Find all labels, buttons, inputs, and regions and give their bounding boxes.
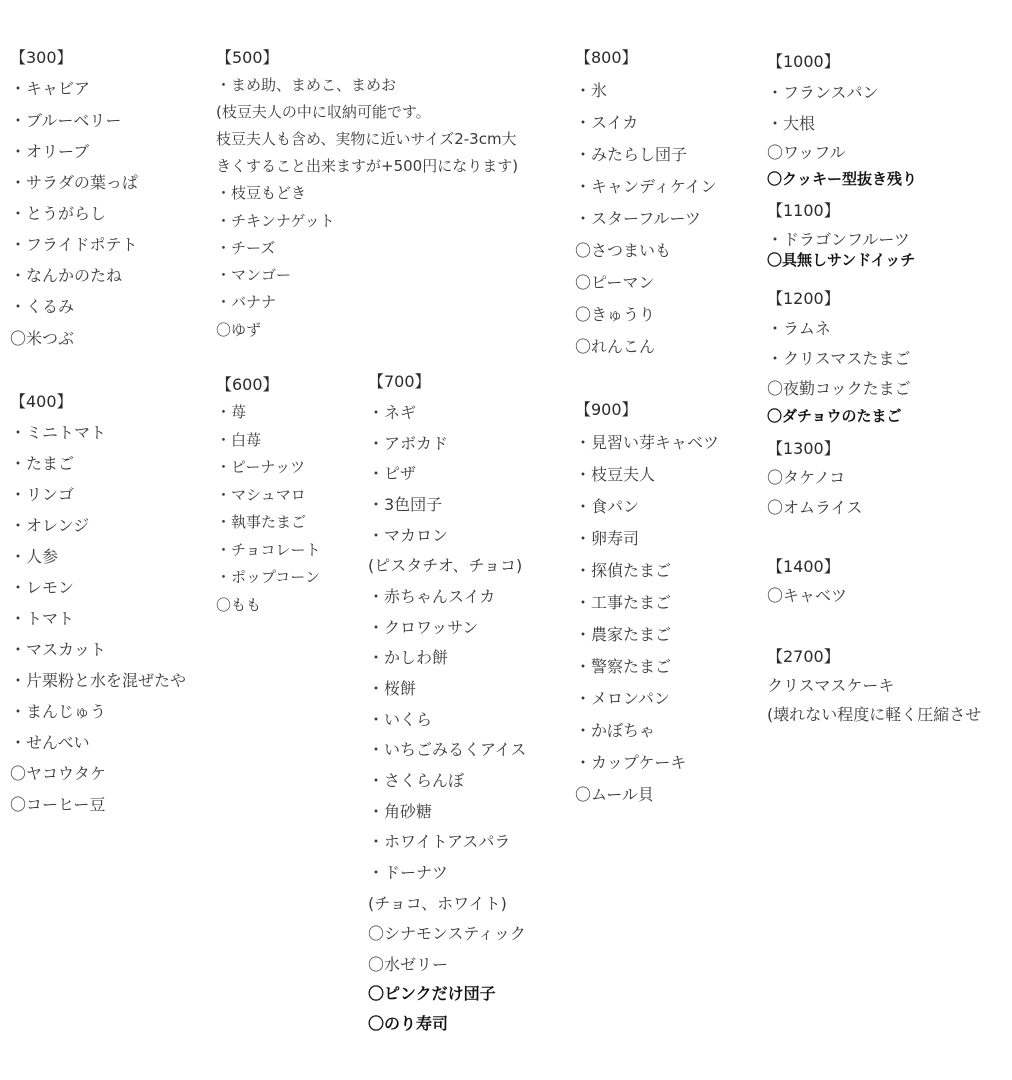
list-item: ・ピーナッツ [216,458,306,476]
list-item: ・見習い芽キャベツ [575,433,720,452]
list-item: 〇もも [216,596,262,614]
list-item: ・ピザ [368,464,417,483]
section-header: 【700】 [368,372,431,391]
list-item: 〇水ゼリー [368,955,449,974]
list-item: ・ブルーベリー [10,111,122,130]
list-item: ・片栗粉と水を混ぜたや [10,671,187,690]
section-header: 【800】 [575,48,638,67]
list-item: ・バナナ [216,293,277,311]
list-item: 〇ピーマン [575,273,655,292]
list-item: ・ネギ [368,403,417,422]
list-item: ・いくら [368,710,433,729]
list-item: 〇ゆず [216,321,262,339]
list-item: ・桜餅 [368,679,417,698]
list-item: ・チキンナゲット [216,212,335,230]
list-item: ・キャビア [10,79,91,98]
list-item: 〇ワッフル [767,143,846,162]
item-note: 枝豆夫人も含め、実物に近いサイズ2-3cm大 [216,130,517,148]
list-item: ・ポップコーン [216,568,320,586]
list-item: ・執事たまご [216,513,307,531]
list-item: 〇キャベツ [767,586,848,605]
list-item: 〇米つぶ [10,329,75,348]
list-item: ・スターフルーツ [575,209,701,228]
list-item: ・クロワッサン [368,618,479,637]
list-item: ・ドラゴンフルーツ [767,230,910,249]
list-item: ・くるみ [10,297,75,316]
list-item: ・かしわ餅 [368,648,449,667]
list-item: ・まんじゅう [10,702,107,721]
list-item: ・せんべい [10,733,90,752]
list-item: ・マシュマロ [216,486,306,504]
list-item: ・枝豆夫人 [575,465,656,484]
list-item: 〇ヤコウタケ [10,764,106,783]
list-item: ・みたらし団子 [575,145,688,164]
list-item: ・オリーブ [10,142,90,161]
list-item: ・農家たまご [575,625,672,644]
list-item: ・赤ちゃんスイカ [368,587,496,606]
list-item: 〇クッキー型抜き残り [767,170,918,188]
list-item: ・いちごみるくアイス [368,740,527,759]
list-item: 〇れんこん [575,337,656,356]
list-item: 〇夜勤コックたまご [767,379,911,398]
list-item: ・クリスマスたまご [767,349,911,368]
list-item: 〇きゅうり [575,305,656,324]
list-item: ・白苺 [216,431,262,449]
item-note: (壊れない程度に軽く圧縮させ [767,705,982,724]
list-item: ・メロンパン [575,689,670,708]
list-item: ・サラダの葉っぱ [10,173,138,192]
list-item: ・角砂糖 [368,802,433,821]
list-item: 〇ピンクだけ団子 [368,984,496,1003]
section-header: 【1100】 [767,201,840,220]
section-header: 【1000】 [767,52,840,71]
list-item: ・たまご [10,454,75,473]
list-item: ・枝豆もどき [216,184,307,202]
list-item: ・ホワイトアスパラ [368,832,511,851]
list-item: 〇コーヒー豆 [10,795,106,814]
list-item: ・工事たまご [575,593,672,612]
section-header: 【300】 [10,48,73,67]
section-header: 【1400】 [767,557,840,576]
list-item: ・ミニトマト [10,423,107,442]
section-header: 【400】 [10,392,73,411]
item-note: (ピスタチオ、チョコ) [368,556,523,575]
list-item: ・マスカット [10,640,106,659]
list-item: ・キャンディケイン [575,177,717,196]
list-item: ・探偵たまご [575,561,672,580]
list-item: ・スイカ [575,113,639,132]
item-note: (枝豆夫人の中に収納可能です。 [216,103,431,121]
list-item: ・ドーナツ [368,863,448,882]
list-item: ・マカロン [368,526,449,545]
list-item: ・食パン [575,497,640,516]
list-item: ・人参 [10,547,59,566]
list-item: ・卵寿司 [575,529,640,548]
list-item: ・苺 [216,403,247,421]
list-item: 〇オムライス [767,498,863,517]
list-item: 〇のり寿司 [368,1014,449,1033]
list-item: ・リンゴ [10,485,75,504]
section-header: 【500】 [216,48,279,67]
list-item: ・とうがらし [10,204,107,223]
list-item: ・さくらんぼ [368,771,465,790]
list-item: ・かぼちゃ [575,721,656,740]
section-header: 【600】 [216,375,279,394]
list-item: ・トマト [10,609,75,628]
list-item: ・氷 [575,81,608,100]
list-item: ・フライドポテト [10,235,138,254]
list-item: ・まめ助、まめこ、まめお [216,76,397,94]
list-item: ・3色団子 [368,495,443,514]
list-item: ・オレンジ [10,516,90,535]
list-item: ・フランスパン [767,83,879,102]
item-note: (チョコ、ホワイト) [368,894,507,913]
list-item: ・チョコレート [216,541,321,559]
list-item: 〇さつまいも [575,241,672,260]
list-item: 〇具無しサンドイッチ [767,251,916,269]
list-item: 〇タケノコ [767,468,846,487]
list-item: 〇ダチョウのたまご [767,407,902,425]
section-header: 【1300】 [767,439,840,458]
list-item: ・なんかのたね [10,266,123,285]
list-item: ・チーズ [216,239,276,257]
section-header: 【2700】 [767,647,840,666]
section-header: 【900】 [575,400,638,419]
list-item: ・カップケーキ [575,753,687,772]
list-item: 〇ムール貝 [575,785,654,804]
list-item: 〇シナモンスティック [368,924,526,943]
list-item: ・ラムネ [767,319,831,338]
section-header: 【1200】 [767,289,840,308]
list-item: ・レモン [10,578,75,597]
list-item: ・大根 [767,114,816,133]
list-item: ・マンゴー [216,266,292,284]
list-item: ・警察たまご [575,657,672,676]
list-item: クリスマスケーキ [767,676,895,695]
item-note: きくすること出来ますが+500円になります) [216,157,519,175]
list-item: ・アボカド [368,434,449,453]
